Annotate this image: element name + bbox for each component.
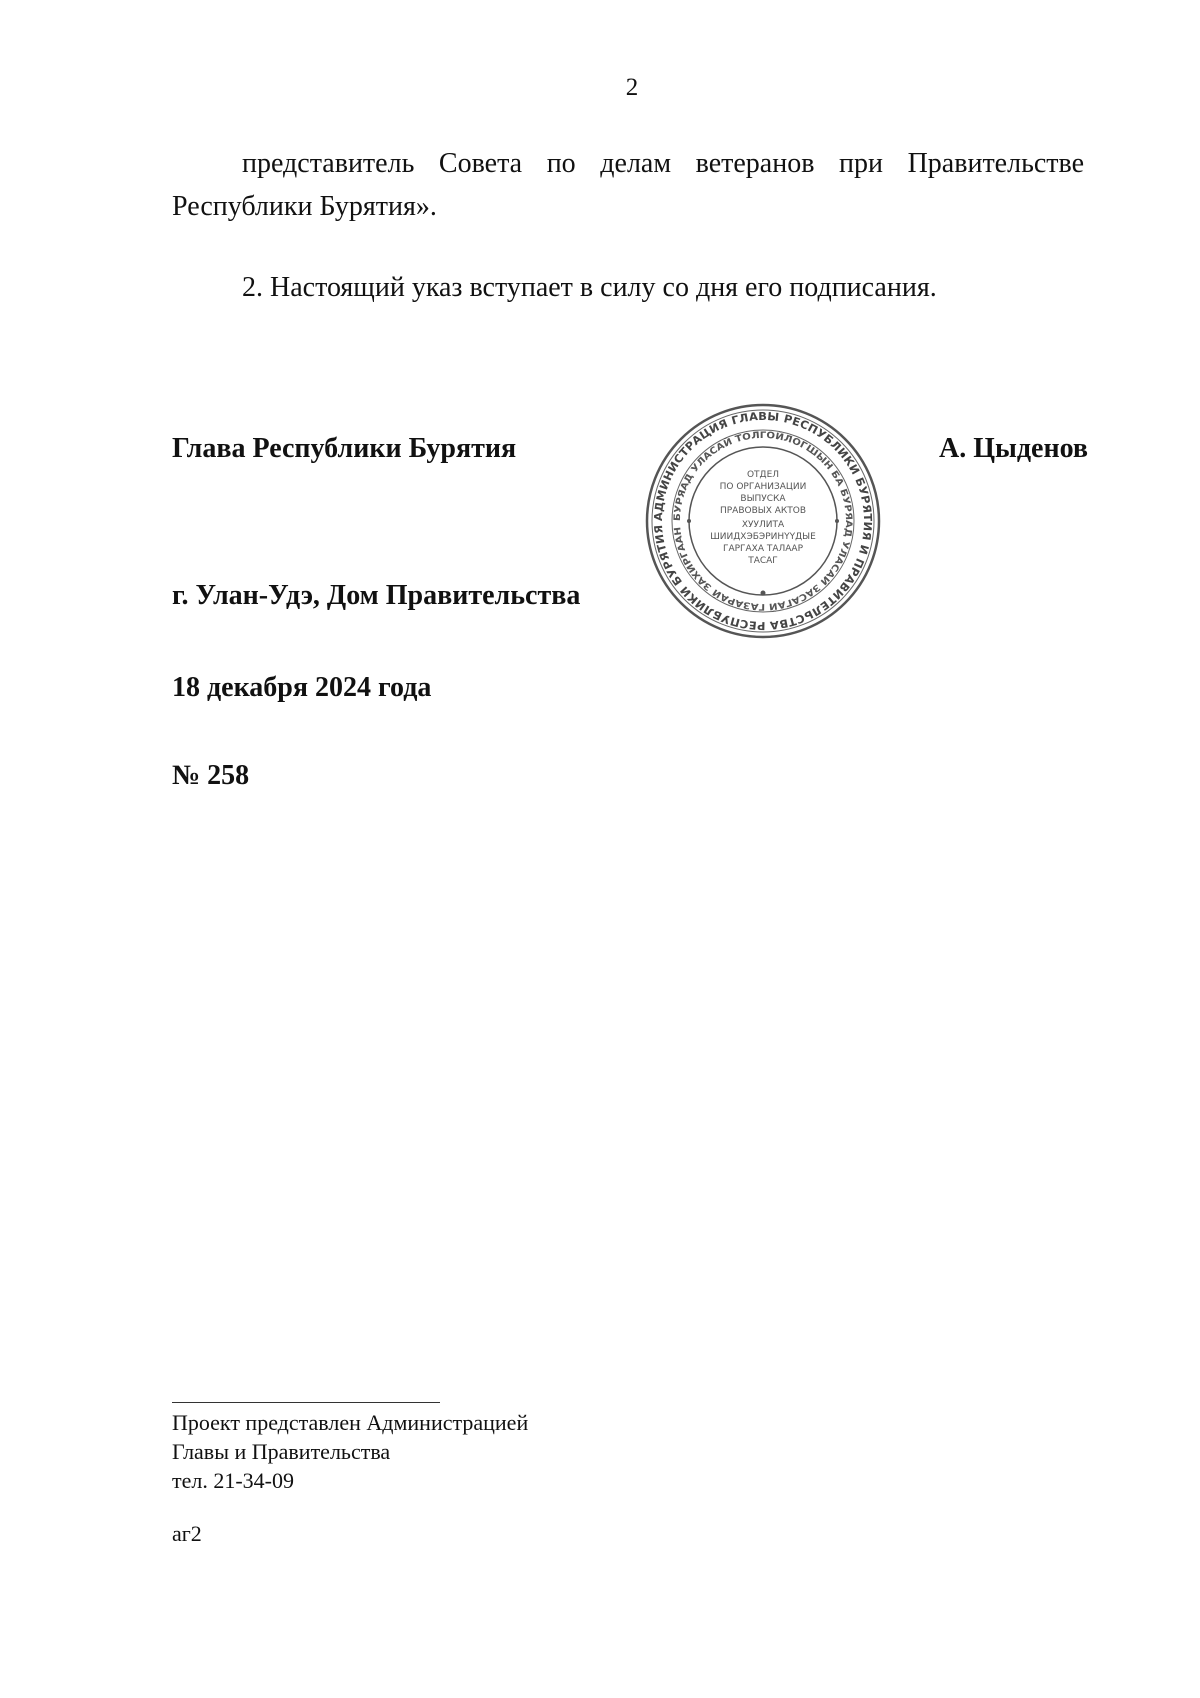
seal-center-line: ВЫПУСКА [740,494,786,504]
seal-center-line: ХУУЛИТА [741,520,785,530]
paragraph-continuation: представитель Совета по делам ветеранов при Правительстве Республики Бурятия». [172,148,1084,222]
seal-center-text [710,470,816,566]
paragraph-item-2: 2. Настоящий указ вступает в силу со дня его подписания. [242,272,937,303]
seal-inner-ring-text: БУРЯАД УЛАСАЙ ТОЛГОЙЛОГШЫН БА БУРЯАД УЛАСАЙ ЗАСАГАЙ ГАЗАРАЙ ЗАХИРГААН [672,430,854,612]
signer-name: А. Цыденов [938,433,1088,464]
footnote-line: Главы и Правительства [172,1439,391,1464]
seal-center-line: ПРАВОВЫХ АКТОВ [719,506,807,516]
author-code: аг2 [172,1521,202,1546]
seal-dot-icon [835,519,839,523]
document-number: № 258 [172,760,250,791]
footnote-rule [172,1402,440,1403]
seal-center-line: ТАСАГ [748,556,778,566]
seal-outer-ring-text: АДМИНИСТРАЦИЯ ГЛАВЫ РЕСПУБЛИКИ БУРЯТИЯ И ПРАВИТЕЛЬСТВА РЕСПУБЛИКИ БУРЯТИЯ [651,409,875,633]
seal-star-icon [761,591,766,596]
footnote-line: тел. 21-34-09 [172,1468,295,1493]
seal-center-line: ШИИДХЭБЭРИНҮҮДЫЕ [710,532,816,542]
place-of-signing: г. Улан-Удэ, Дом Правительства [172,580,581,611]
seal-center-line: ПО ОРГАНИЗАЦИИ [719,482,807,492]
footnote-line: Проект представлен Администрацией [172,1410,529,1435]
page-number: 2 [625,74,639,101]
official-seal [645,403,881,639]
seal-center-line: ОТДЕЛ [746,470,780,480]
seal-center-line: ГАРГАХА ТАЛААР [722,544,804,554]
signer-title: Глава Республики Бурятия [172,433,517,464]
footnote [172,1408,528,1495]
seal-dot-icon [687,519,691,523]
document-date: 18 декабря 2024 года [172,672,432,703]
